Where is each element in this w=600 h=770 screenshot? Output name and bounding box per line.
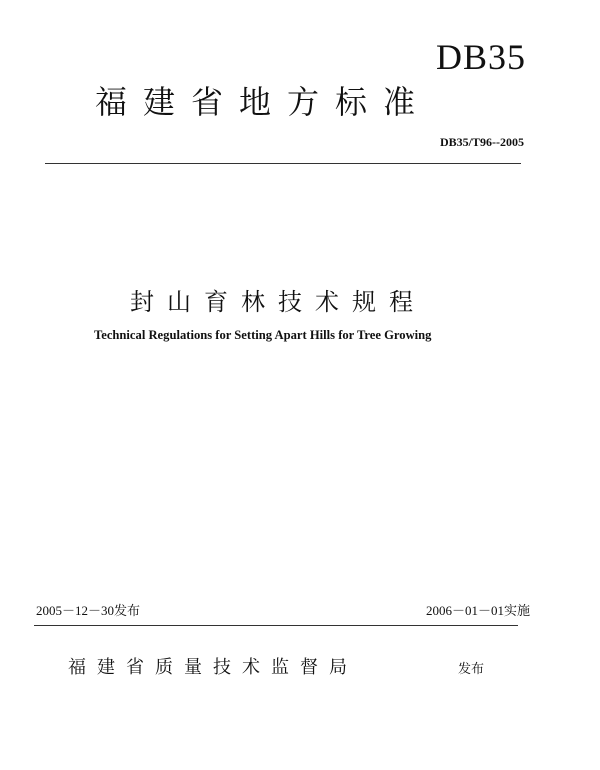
standard-number: DB35/T96--2005 bbox=[440, 135, 524, 149]
implementation-date: 2006－01－01实施 bbox=[425, 603, 530, 618]
standard-title: 福建省地方标准 bbox=[95, 83, 432, 121]
publish-label: 发布 bbox=[458, 662, 485, 677]
issue-date: 2005－12－30发布 bbox=[36, 603, 141, 618]
header-divider bbox=[45, 163, 521, 164]
issuing-authority: 福建省质量技术监督局 bbox=[68, 657, 358, 678]
document-title-chinese: 封山育林技术规程 bbox=[130, 288, 426, 316]
footer-divider bbox=[34, 625, 518, 626]
document-title-english: Technical Regulations for Setting Apart Hills for Tree Growing bbox=[94, 328, 432, 342]
standard-code: DB35 bbox=[435, 37, 526, 77]
